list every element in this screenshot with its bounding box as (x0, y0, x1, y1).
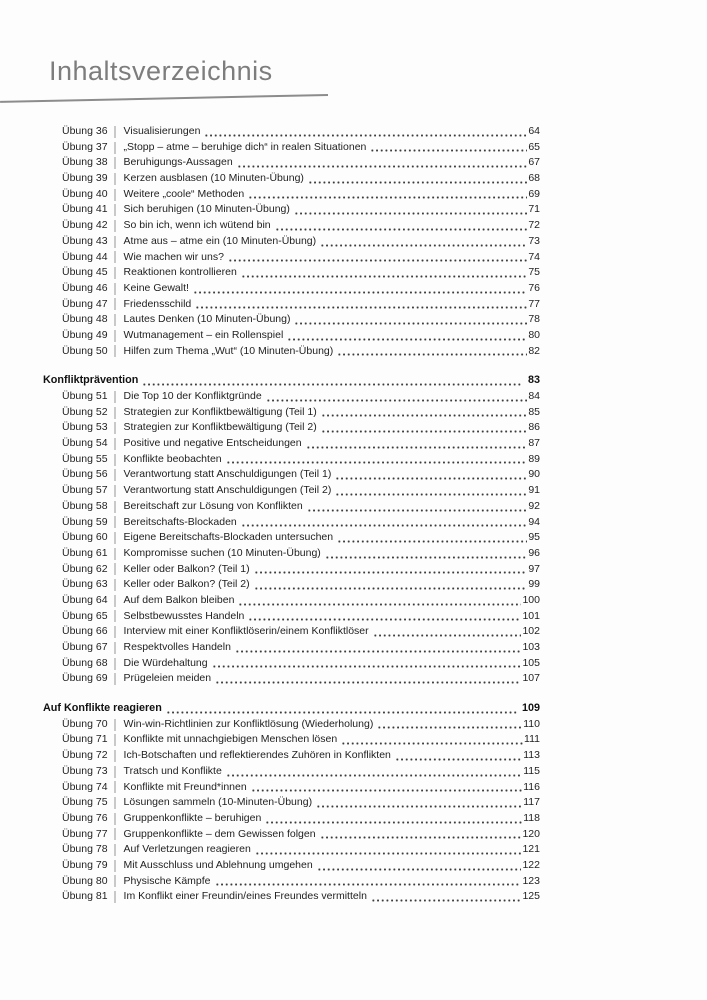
page-number: 123 (522, 874, 540, 887)
column-divider (114, 813, 116, 825)
exercise-label: Übung 70 (62, 717, 108, 730)
column-divider (114, 563, 116, 575)
dot-leader (321, 405, 528, 421)
exercise-label: Übung 36 (62, 125, 108, 137)
section-heading-row (43, 373, 540, 389)
column-divider (114, 251, 116, 263)
toc-entry (43, 140, 540, 156)
page-number: 69 (528, 187, 540, 200)
toc-entry (43, 889, 540, 905)
page-number: 121 (522, 843, 540, 856)
exercise-title: Verantwortung statt Anschuldigungen (Teil 2) (123, 484, 332, 497)
column-divider (114, 469, 116, 481)
page-number: 118 (523, 811, 540, 824)
dot-leader (193, 281, 527, 297)
page-number: 84 (528, 390, 540, 402)
exercise-label: Übung 52 (62, 405, 108, 418)
dot-leader (306, 436, 528, 452)
dot-leader (373, 624, 522, 640)
exercise-title: Keine Gewalt! (123, 281, 189, 294)
toc-entry (43, 671, 540, 687)
page-number: 80 (528, 328, 540, 341)
exercise-title: Gruppenkonflikte – beruhigen (123, 811, 262, 824)
column-divider (114, 532, 116, 544)
exercise-title: Friedensschild (123, 297, 192, 310)
toc-entry (43, 748, 540, 764)
dot-leader (325, 546, 528, 562)
exercise-label: Übung 37 (62, 140, 108, 153)
exercise-label: Übung 67 (62, 641, 108, 653)
column-divider (114, 797, 116, 809)
exercise-label: Übung 50 (62, 344, 108, 357)
column-divider (114, 485, 116, 497)
exercise-title: Sich beruhigen (10 Minuten-Übung) (123, 203, 290, 216)
toc-entry (43, 717, 540, 733)
toc-entry (43, 562, 540, 578)
exercise-title: Die Würdehaltung (123, 656, 208, 669)
exercise-label: Übung 61 (62, 546, 108, 559)
column-divider (114, 422, 116, 434)
page-number: 120 (522, 827, 540, 840)
column-divider (114, 267, 116, 279)
exercise-title: Prügeleien meiden (123, 672, 212, 685)
exercise-label: Übung 68 (62, 656, 108, 669)
toc-entry (43, 202, 540, 218)
toc-entry (43, 436, 540, 452)
page-number: 107 (522, 672, 540, 685)
dot-leader (395, 748, 522, 764)
toc-entry (43, 858, 540, 874)
page-number: 122 (522, 858, 540, 871)
exercise-title: Gruppenkonflikte – dem Gewissen folgen (123, 827, 316, 840)
column-divider (114, 189, 116, 201)
exercise-label: Übung 48 (62, 313, 108, 326)
page-number: 116 (523, 780, 540, 793)
exercise-title: Auf dem Balkon bleiben (123, 593, 235, 606)
exercise-title: „Stopp – atme – beruhige dich“ in realen Situationen (123, 140, 367, 153)
toc-entry (43, 265, 540, 281)
page-number: 75 (528, 266, 540, 279)
exercise-label: Übung 60 (62, 531, 108, 544)
dot-leader (248, 187, 527, 203)
exercise-label: Übung 56 (62, 468, 108, 481)
page-number: 64 (528, 125, 540, 137)
exercise-title: Ich-Botschaften und reflektierendes Zuhören in Konflikten (123, 749, 391, 762)
dot-leader (248, 609, 521, 625)
column-divider (114, 719, 116, 731)
exercise-label: Übung 66 (62, 625, 108, 638)
page-number: 68 (528, 172, 540, 185)
section-title: Auf Konflikte reagieren (43, 702, 162, 715)
exercise-label: Übung 55 (62, 452, 108, 465)
exercise-label: Übung 41 (62, 203, 108, 216)
dot-leader (195, 297, 527, 313)
page-number: 110 (523, 717, 540, 730)
section-heading-row (43, 701, 540, 717)
column-divider (114, 438, 116, 450)
exercise-title: Wutmanagement – ein Rollenspiel (123, 328, 284, 341)
exercise-label: Übung 72 (62, 749, 108, 762)
column-divider (114, 157, 116, 169)
dot-leader (321, 420, 528, 436)
dot-leader (335, 467, 527, 483)
column-divider (114, 314, 116, 326)
column-divider (114, 766, 116, 778)
dot-leader (294, 202, 527, 218)
column-divider (114, 658, 116, 670)
exercise-title: Reaktionen kontrollieren (123, 266, 237, 279)
page-number: 78 (528, 313, 540, 326)
exercise-title: Strategien zur Konfliktbewältigung (Teil 1) (123, 405, 317, 418)
page-number: 82 (528, 344, 540, 357)
column-divider (114, 501, 116, 513)
exercise-title: Keller oder Balkon? (Teil 1) (123, 562, 250, 575)
page-number: 113 (523, 749, 540, 762)
toc-entry (43, 546, 540, 562)
column-divider (114, 642, 116, 654)
exercise-title: Selbstbewusstes Handeln (123, 609, 245, 622)
column-divider (114, 673, 116, 685)
exercise-title: Physische Kämpfe (123, 874, 211, 887)
column-divider (114, 407, 116, 419)
exercise-label: Übung 58 (62, 499, 108, 512)
toc-entry (43, 281, 540, 297)
exercise-label: Übung 39 (62, 172, 108, 185)
page-number: 65 (528, 140, 540, 153)
exercise-label: Übung 57 (62, 484, 108, 497)
exercise-label: Übung 45 (62, 266, 108, 279)
toc-entry (43, 467, 540, 483)
toc-entry (43, 250, 540, 266)
page-number: 72 (528, 219, 540, 232)
page-number: 92 (528, 499, 540, 512)
page-number: 101 (522, 609, 540, 622)
toc-entry (43, 827, 540, 843)
exercise-label: Übung 65 (62, 609, 108, 622)
dot-leader (341, 732, 523, 748)
exercise-title: Positive und negative Entscheidungen (123, 437, 302, 450)
exercise-title: Bereitschaft zur Lösung von Konflikten (123, 499, 303, 512)
dot-leader (255, 842, 522, 858)
toc-entry (43, 577, 540, 593)
exercise-title: Konflikte beobachten (123, 452, 222, 465)
column-divider (114, 626, 116, 638)
toc-entry (43, 234, 540, 250)
page-number: 71 (528, 203, 540, 216)
exercise-title: Im Konflikt einer Freundin/eines Freundes vermitteln (123, 890, 367, 903)
column-divider (114, 126, 116, 138)
page-number: 111 (524, 733, 540, 746)
toc-entry (43, 593, 540, 609)
exercise-label: Übung 77 (62, 827, 108, 840)
dot-leader (212, 656, 522, 672)
toc-entry (43, 780, 540, 796)
toc-entry (43, 297, 540, 313)
exercise-label: Übung 44 (62, 250, 108, 263)
exercise-title: Kompromisse suchen (10 Minuten-Übung) (123, 546, 321, 559)
dot-leader (228, 250, 527, 266)
exercise-label: Übung 80 (62, 874, 108, 887)
exercise-title: Win-win-Richtlinien zur Konfliktlösung (Wiederholung) (123, 717, 374, 730)
exercise-label: Übung 73 (62, 764, 108, 777)
toc-entry (43, 218, 540, 234)
toc-entry (43, 405, 540, 421)
toc-list (43, 124, 540, 905)
toc-group-3 (43, 701, 540, 905)
exercise-label: Übung 42 (62, 219, 108, 232)
exercise-label: Übung 69 (62, 672, 108, 685)
toc-entry (43, 732, 540, 748)
exercise-title: Konflikte mit unnachgiebigen Menschen lösen (123, 733, 338, 746)
page-number: 96 (528, 546, 540, 559)
exercise-title: Wie machen wir uns? (123, 250, 224, 263)
page-number: 87 (528, 437, 540, 450)
column-divider (114, 734, 116, 746)
dot-leader (237, 155, 528, 171)
exercise-label: Übung 75 (62, 796, 108, 809)
exercise-title: Keller oder Balkon? (Teil 2) (123, 578, 250, 591)
column-divider (114, 516, 116, 528)
section-page-number: 83 (527, 374, 540, 387)
dot-leader (320, 827, 522, 843)
dot-leader (241, 515, 528, 531)
dot-leader (251, 780, 523, 796)
exercise-label: Übung 71 (62, 733, 108, 746)
exercise-label: Übung 59 (62, 515, 108, 528)
page-number: 117 (523, 796, 540, 809)
dot-leader (254, 562, 528, 578)
page-number: 85 (528, 405, 540, 418)
exercise-label: Übung 38 (62, 156, 108, 169)
exercise-label: Übung 74 (62, 780, 108, 793)
toc-entry (43, 389, 540, 405)
exercise-title: Kerzen ausblasen (10 Minuten-Übung) (123, 172, 304, 185)
toc-entry (43, 874, 540, 890)
column-divider (114, 828, 116, 840)
toc-entry (43, 499, 540, 515)
dot-leader (265, 811, 522, 827)
dot-leader (215, 874, 522, 890)
toc-entry (43, 155, 540, 171)
dot-leader (294, 312, 527, 328)
page-number: 97 (528, 562, 540, 575)
exercise-title: Hilfen zum Thema „Wut“ (10 Minuten-Übung) (123, 344, 334, 357)
exercise-label: Übung 49 (62, 328, 108, 341)
column-divider (114, 891, 116, 903)
page-number: 86 (528, 421, 540, 434)
exercise-title: Tratsch und Konflikte (123, 764, 222, 777)
column-divider (114, 860, 116, 872)
toc-entry (43, 312, 540, 328)
page-number: 77 (528, 297, 540, 310)
column-divider (114, 548, 116, 560)
exercise-label: Übung 47 (62, 297, 108, 310)
page-number: 102 (522, 625, 540, 638)
exercise-label: Übung 40 (62, 187, 108, 200)
toc-entry (43, 530, 540, 546)
toc-entry (43, 344, 540, 360)
dot-leader (241, 265, 528, 281)
dot-leader (142, 373, 523, 389)
dot-leader (215, 671, 521, 687)
exercise-label: Übung 54 (62, 437, 108, 450)
column-divider (114, 283, 116, 295)
exercise-title: Beruhigungs-Aussagen (123, 156, 233, 169)
exercise-title: Mit Ausschluss und Ablehnung umgehen (123, 858, 313, 871)
exercise-label: Übung 76 (62, 811, 108, 824)
dot-leader (266, 389, 528, 405)
column-divider (114, 204, 116, 216)
toc-entry (43, 609, 540, 625)
exercise-title: Konflikte mit Freund*innen (123, 780, 247, 793)
page-number: 73 (528, 234, 540, 247)
dot-leader (204, 124, 527, 140)
page-number: 94 (528, 515, 540, 528)
toc-entry (43, 764, 540, 780)
dot-leader (238, 593, 521, 609)
column-divider (114, 220, 116, 232)
column-divider (114, 781, 116, 793)
dot-leader (235, 640, 522, 656)
page-number: 95 (528, 531, 540, 544)
toc-entry (43, 515, 540, 531)
page-number: 105 (522, 656, 540, 669)
title-underline (0, 94, 328, 103)
dot-leader (226, 764, 522, 780)
dot-leader (226, 452, 528, 468)
column-divider (114, 345, 116, 357)
page-number: 74 (528, 250, 540, 263)
toc-entry (43, 624, 540, 640)
dot-leader (287, 328, 527, 344)
page-number: 90 (528, 468, 540, 481)
column-divider (114, 610, 116, 622)
dot-leader (317, 858, 522, 874)
exercise-label: Übung 53 (62, 421, 108, 434)
dot-leader (337, 530, 527, 546)
dot-leader (166, 701, 517, 717)
column-divider (114, 454, 116, 466)
dot-leader (316, 795, 522, 811)
page-number: 89 (528, 452, 540, 465)
column-divider (114, 298, 116, 310)
column-divider (114, 750, 116, 762)
page-number: 115 (523, 764, 540, 777)
toc-entry (43, 124, 540, 140)
dot-leader (337, 344, 527, 360)
dot-leader (275, 218, 528, 234)
toc-entry (43, 811, 540, 827)
column-divider (114, 595, 116, 607)
dot-leader (335, 483, 527, 499)
exercise-label: Übung 64 (62, 593, 108, 606)
exercise-label: Übung 46 (62, 281, 108, 294)
toc-group-1 (43, 124, 540, 359)
toc-entry (43, 187, 540, 203)
toc-group-2 (43, 373, 540, 687)
section-title: Konfliktprävention (43, 374, 139, 387)
page-number: 91 (528, 484, 540, 497)
exercise-label: Übung 63 (62, 578, 108, 591)
toc-entry (43, 656, 540, 672)
page-number: 100 (522, 593, 540, 606)
dot-leader (308, 171, 527, 187)
toc-entry (43, 795, 540, 811)
dot-leader (254, 577, 528, 593)
exercise-title: Respektvolles Handeln (123, 641, 231, 653)
exercise-label: Übung 62 (62, 562, 108, 575)
page-number: 76 (528, 281, 540, 294)
toc-entry (43, 452, 540, 468)
column-divider (114, 844, 116, 856)
exercise-label: Übung 81 (62, 890, 108, 903)
exercise-title: Atme aus – atme ein (10 Minuten-Übung) (123, 234, 317, 247)
exercise-label: Übung 78 (62, 843, 108, 856)
dot-leader (307, 499, 528, 515)
toc-entry (43, 328, 540, 344)
exercise-title: Strategien zur Konfliktbewältigung (Teil 2) (123, 421, 317, 434)
exercise-title: Lösungen sammeln (10-Minuten-Übung) (123, 796, 313, 809)
toc-entry (43, 420, 540, 436)
dot-leader (320, 234, 527, 250)
toc-entry (43, 842, 540, 858)
exercise-title: Auf Verletzungen reagieren (123, 843, 251, 856)
exercise-title: Verantwortung statt Anschuldigungen (Teil 1) (123, 468, 332, 481)
exercise-title: Weitere „coole“ Methoden (123, 187, 245, 200)
page-title: Inhaltsverzeichnis (49, 56, 273, 86)
column-divider (114, 330, 116, 342)
column-divider (114, 142, 116, 154)
exercise-title: Die Top 10 der Konfliktgründe (123, 390, 262, 402)
exercise-title: Eigene Bereitschafts-Blockaden untersuchen (123, 531, 334, 544)
page-number: 125 (522, 890, 540, 903)
exercise-title: Bereitschafts-Blockaden (123, 515, 237, 528)
column-divider (114, 875, 116, 887)
exercise-title: Interview mit einer Konfliktlöserin/einem Konfliktlöser (123, 625, 369, 638)
dot-leader (371, 889, 522, 905)
exercise-label: Übung 51 (62, 390, 108, 402)
toc-entry (43, 171, 540, 187)
exercise-title: Lautes Denken (10 Minuten-Übung) (123, 313, 291, 326)
exercise-label: Übung 79 (62, 858, 108, 871)
page-number: 99 (528, 578, 540, 591)
toc-entry (43, 640, 540, 656)
column-divider (114, 173, 116, 185)
exercise-title: So bin ich, wenn ich wütend bin (123, 219, 271, 232)
exercise-title: Visualisierungen (123, 125, 201, 137)
dot-leader (370, 140, 527, 156)
toc-entry (43, 483, 540, 499)
section-page-number: 109 (521, 702, 540, 715)
page-number: 67 (528, 156, 540, 169)
column-divider (114, 391, 116, 403)
column-divider (114, 236, 116, 248)
dot-leader (377, 717, 522, 733)
column-divider (114, 579, 116, 591)
exercise-label: Übung 43 (62, 234, 108, 247)
page-number: 103 (522, 641, 540, 653)
